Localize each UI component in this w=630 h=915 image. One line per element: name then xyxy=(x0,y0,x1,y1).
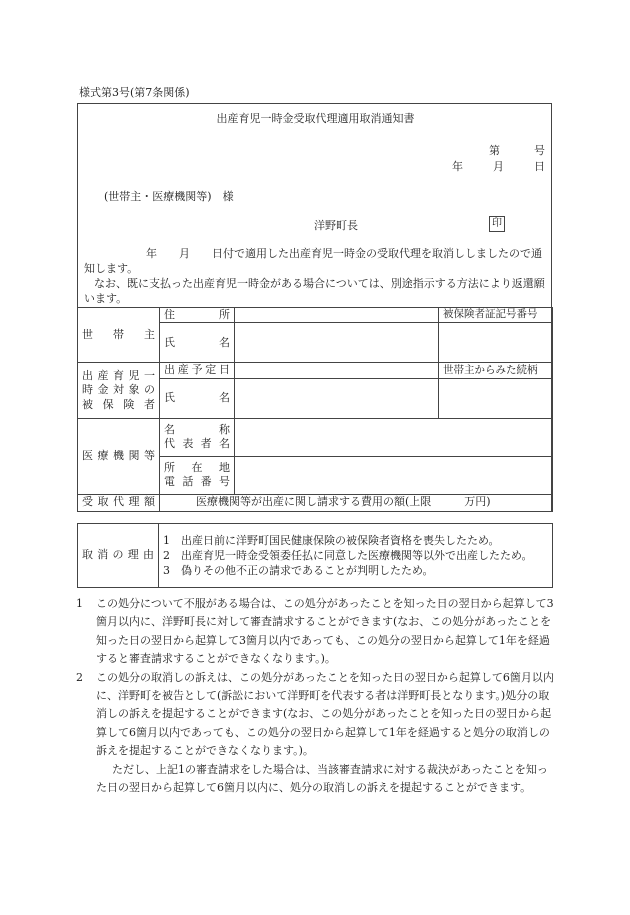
due-date-value xyxy=(235,363,439,378)
cancel-reason-label: 取消の理由 xyxy=(78,524,159,588)
household-name-label: 氏名 xyxy=(160,323,235,363)
date-day: 日 xyxy=(534,160,545,173)
insured-person-label: 出産育児一 時金対象の 被保険者 xyxy=(78,363,160,418)
cancel-reasons xyxy=(159,524,553,588)
notice-paragraph-1: 年 月 日付で適用した出産育児一時金の受取代理を取消ししましたので通知します。 xyxy=(84,247,542,275)
document-title: 出産育児一時金受取代理適用取消通知書 xyxy=(216,112,415,125)
addressee: (世帯主・医療機関等) 様 xyxy=(104,190,234,203)
medical-institution-label: 医療機関等 xyxy=(78,418,160,494)
document-date xyxy=(452,160,545,174)
location-label: 所在地 電話番号 xyxy=(160,456,235,494)
note-number: 2 xyxy=(76,670,83,684)
number-suffix: 号 xyxy=(534,144,545,157)
note-number: 1 xyxy=(76,597,83,610)
relationship-value xyxy=(439,378,553,418)
cancel-reason-table xyxy=(77,523,553,588)
note-item xyxy=(76,595,556,669)
inst-name-value xyxy=(235,418,553,456)
note-extra: ただし、上記1の審査請求をした場合は、当該審査請求に対する裁決があったことを知った日の翌日から起算して6箇月以内に、処分の取消しの訴えを提起することができます。 xyxy=(96,762,548,795)
note-text: この処分の取消しの訴えは、この処分があったことを知った日の翌日から起算して6箇月以内に、洋野町を被告として(訴訟において洋野町を代表する者は洋野町長となります。)処分の取消しの訴えを提起することができます(なお、この処分があったことを知った日の翌日から起算して6箇月以内であっても、この処分の翌日から起算して1年を経過すると処分の取消しの訴えを提起することができなくなります。)。 xyxy=(96,670,554,758)
insured-name-value xyxy=(235,378,439,418)
due-date-label: 出産予定日 xyxy=(160,363,235,378)
address-label: 住所 xyxy=(160,308,235,323)
form-label: 様式第3号(第7条関係) xyxy=(79,86,190,99)
cancel-reason-3: 3 偽りその他不正の請求であることが判明したため。 xyxy=(163,564,434,577)
date-year: 年 xyxy=(452,160,463,173)
date-month: 月 xyxy=(493,160,504,173)
number-prefix: 第 xyxy=(489,144,500,157)
note-text: この処分について不服がある場合は、この処分があったことを知った日の翌日から起算して3箇月以内に、洋野町長に対して審査請求することができます(なお、この処分があったことを知った日の翌日から起算して3箇月以内であっても、この処分の翌日から起算して1年を経過すると審査請求することができなくなります。)。 xyxy=(96,597,554,666)
details-table xyxy=(77,307,553,512)
household-head-label: 世帯主 xyxy=(78,308,160,363)
cancel-reason-2: 2 出産育児一時金受領委任払に同意した医療機関等以外で出産したため。 xyxy=(163,549,533,562)
receipt-amount-label: 受取代理額 xyxy=(78,494,160,511)
address-value xyxy=(235,308,439,323)
document-number xyxy=(489,144,545,158)
location-value xyxy=(235,456,553,494)
mayor-name: 洋野町長 xyxy=(314,219,358,232)
note-item xyxy=(76,669,556,761)
cancel-reason-1: 1 出産日前に洋野町国民健康保険の被保険者資格を喪失したため。 xyxy=(163,534,500,547)
notice-frame xyxy=(77,103,552,512)
household-name-value xyxy=(235,323,439,363)
notice-paragraph-2: なお、既に支払った出産育児一時金がある場合については、別途指示する方法により返還願います。 xyxy=(84,277,545,305)
receipt-amount-value: 医療機関等が出産に関し請求する費用の額(上限 万円) xyxy=(160,494,553,511)
insured-number-label: 被保険者証記号番号 xyxy=(439,308,553,323)
insured-name-label: 氏名 xyxy=(160,378,235,418)
notes-section xyxy=(76,595,556,797)
inst-name-label: 名称 代表者名 xyxy=(160,418,235,456)
seal-mark: 印 xyxy=(489,216,505,232)
insured-number-value xyxy=(439,323,553,363)
relationship-label: 世帯主からみた続柄 xyxy=(439,363,553,378)
